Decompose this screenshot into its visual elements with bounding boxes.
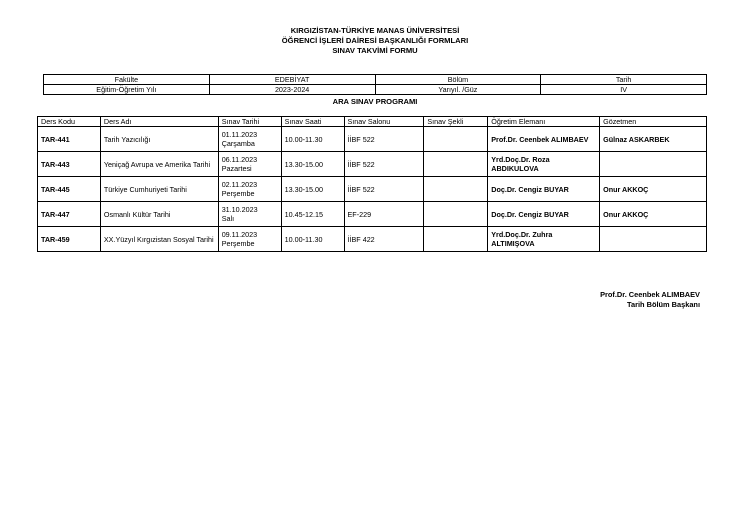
exam-date-value: 31.10.2023 bbox=[221, 205, 258, 214]
exam-room: İİBF 422 bbox=[344, 227, 424, 252]
form-header bbox=[0, 26, 750, 56]
exam-type bbox=[424, 227, 488, 252]
exam-date bbox=[218, 127, 281, 152]
exam-date-value: 01.11.2023 bbox=[221, 130, 258, 139]
exam-time: 10.45-12.15 bbox=[281, 202, 344, 227]
university-name: KIRGIZİSTAN-TÜRKİYE MANAS ÜNİVERSİTESİ bbox=[290, 26, 460, 35]
course-name: Türkiye Cumhuriyeti Tarihi bbox=[100, 177, 218, 202]
proctor: Onur AKKOÇ bbox=[600, 177, 707, 202]
info-value-semester: Yarıyıl. /Güz bbox=[375, 85, 541, 95]
col-header-proctor: Gözetmen bbox=[600, 117, 707, 127]
info-value-faculty: EDEBİYAT bbox=[209, 75, 375, 85]
exam-time: 10.00-11.30 bbox=[281, 127, 344, 152]
info-value-year: 2023-2024 bbox=[209, 85, 375, 95]
proctor: Gülnaz ASKARBEK bbox=[600, 127, 707, 152]
exam-time: 13.30-15.00 bbox=[281, 152, 344, 177]
col-header-name: Ders Adı bbox=[100, 117, 218, 127]
exam-type bbox=[424, 177, 488, 202]
col-header-room: Sınav Salonu bbox=[344, 117, 424, 127]
course-code: TAR-447 bbox=[38, 202, 101, 227]
instructor: Doç.Dr. Cengiz BUYAR bbox=[488, 177, 600, 202]
course-name: Osmanlı Kültür Tarihi bbox=[100, 202, 218, 227]
course-code: TAR-445 bbox=[38, 177, 101, 202]
exam-date-value: 06.11.2023 bbox=[221, 155, 258, 164]
table-row bbox=[38, 152, 707, 177]
proctor bbox=[600, 227, 707, 252]
info-table bbox=[43, 74, 707, 95]
course-code: TAR-459 bbox=[38, 227, 101, 252]
info-value-level: IV bbox=[541, 85, 707, 95]
table-row bbox=[38, 127, 707, 152]
info-label-year: Eğitim-Öğretim Yılı bbox=[44, 85, 210, 95]
exam-day: Perşembe bbox=[221, 189, 255, 198]
exam-date bbox=[218, 202, 281, 227]
exam-date bbox=[218, 152, 281, 177]
exam-type bbox=[424, 127, 488, 152]
info-label-faculty: Fakülte bbox=[44, 75, 210, 85]
course-code: TAR-441 bbox=[38, 127, 101, 152]
col-header-type: Sınav Şekli bbox=[424, 117, 488, 127]
exam-type bbox=[424, 202, 488, 227]
exam-day: Çarşamba bbox=[221, 139, 255, 148]
instructor: Doç.Dr. Cengiz BUYAR bbox=[488, 202, 600, 227]
info-label-department: Bölüm bbox=[375, 75, 541, 85]
table-row bbox=[38, 202, 707, 227]
exam-type bbox=[424, 152, 488, 177]
exam-room: İİBF 522 bbox=[344, 177, 424, 202]
table-header-row bbox=[38, 117, 707, 127]
exam-day: Pazartesi bbox=[221, 164, 252, 173]
col-header-date: Sınav Tarihi bbox=[218, 117, 281, 127]
exam-date bbox=[218, 227, 281, 252]
exam-date-value: 02.11.2023 bbox=[221, 180, 258, 189]
signatory-title: Tarih Bölüm Başkanı bbox=[627, 300, 700, 309]
table-row bbox=[38, 227, 707, 252]
exam-time: 13.30-15.00 bbox=[281, 177, 344, 202]
exam-date-value: 09.11.2023 bbox=[221, 230, 258, 239]
department-name: ÖĞRENCİ İŞLERİ DAİRESİ BAŞKANLIĞI FORMLARI bbox=[281, 36, 469, 45]
exam-room: İİBF 522 bbox=[344, 152, 424, 177]
col-header-time: Sınav Saati bbox=[281, 117, 344, 127]
col-header-teacher: Öğretim Elemanı bbox=[488, 117, 600, 127]
exam-day: Salı bbox=[221, 214, 235, 223]
exam-schedule-table bbox=[37, 116, 707, 252]
signature-block bbox=[600, 290, 700, 310]
exam-room: EF-229 bbox=[344, 202, 424, 227]
proctor bbox=[600, 152, 707, 177]
course-name: Tarih Yazıcılığı bbox=[100, 127, 218, 152]
exam-time: 10.00-11.30 bbox=[281, 227, 344, 252]
exam-day: Perşembe bbox=[221, 239, 255, 248]
exam-date bbox=[218, 177, 281, 202]
form-title: SINAV TAKVİMİ FORMU bbox=[332, 46, 418, 55]
course-name: Yeniçağ Avrupa ve Amerika Tarihi bbox=[100, 152, 218, 177]
instructor: Prof.Dr. Ceenbek ALIMBAEV bbox=[488, 127, 600, 152]
proctor: Onur AKKOÇ bbox=[600, 202, 707, 227]
instructor: Yrd.Doç.Dr. Zuhra ALTIMIŞOVA bbox=[488, 227, 600, 252]
signatory-name: Prof.Dr. Ceenbek ALIMBAEV bbox=[600, 290, 700, 299]
info-row bbox=[44, 85, 707, 95]
col-header-code: Ders Kodu bbox=[38, 117, 101, 127]
course-code: TAR-443 bbox=[38, 152, 101, 177]
program-title: ARA SINAV PROGRAMI bbox=[332, 97, 418, 106]
course-name: XX.Yüzyıl Kırgızistan Sosyal Tarihi bbox=[100, 227, 218, 252]
exam-room: İİBF 522 bbox=[344, 127, 424, 152]
table-row bbox=[38, 177, 707, 202]
info-label-date: Tarih bbox=[541, 75, 707, 85]
instructor: Yrd.Doç.Dr. Roza ABDIKULOVA bbox=[488, 152, 600, 177]
info-row bbox=[44, 75, 707, 85]
